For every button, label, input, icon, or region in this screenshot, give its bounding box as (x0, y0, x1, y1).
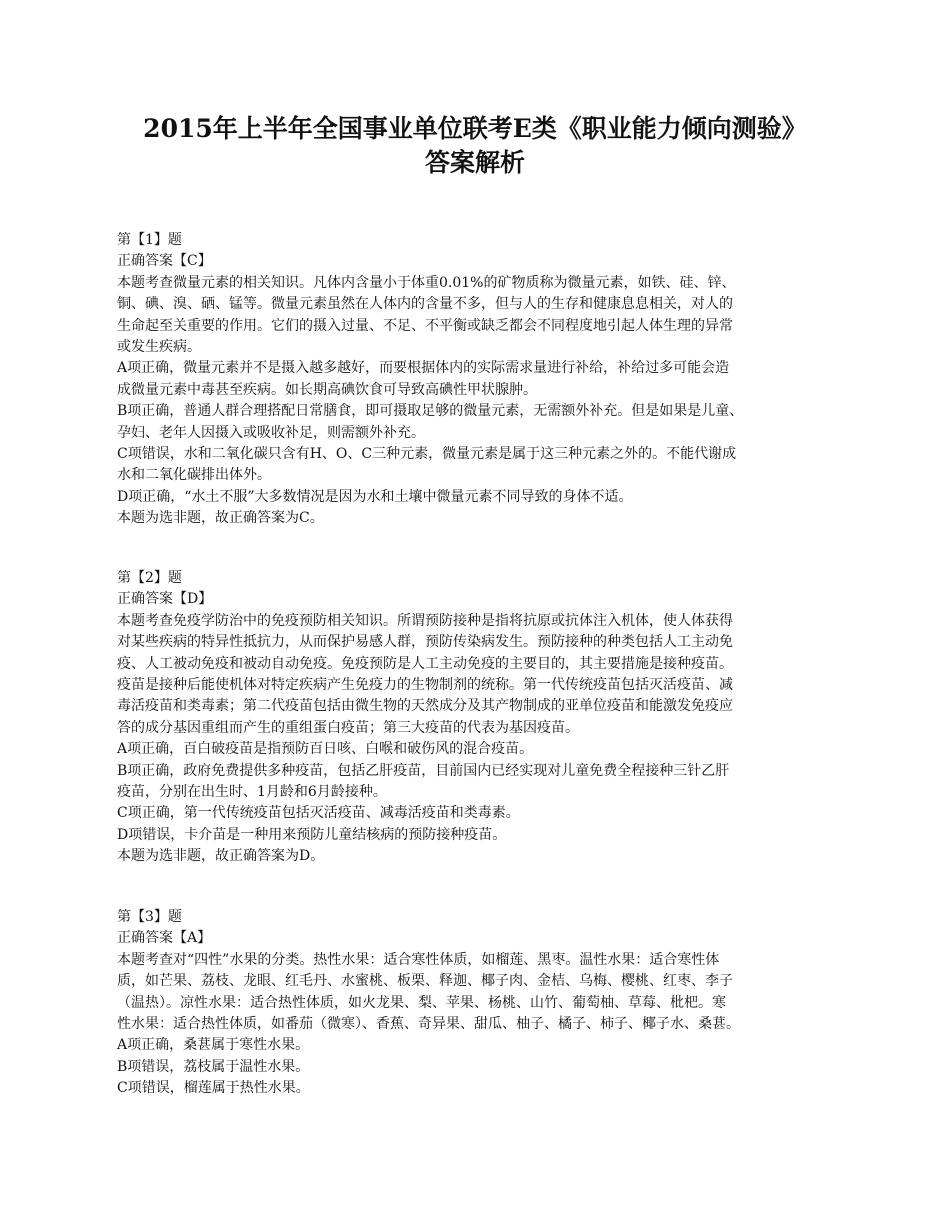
explanation-line: 答的成分基因重组而产生的重组蛋白疫苗；第三大疫苗的代表为基因疫苗。 (117, 719, 579, 736)
explanation-line: D项正确，“水土不服”大多数情况是因为水和土壤中微量元素不同导致的身体不适。 (117, 488, 633, 505)
explanation-line: 孕妇、老年人因摄入或吸收补足，则需额外补充。 (117, 424, 425, 441)
page-title (60, 112, 890, 180)
title-line-2: 答案解析 (424, 148, 525, 177)
explanation-line: C项错误，榴莲属于热性水果。 (117, 1080, 310, 1097)
explanation-line: B项正确，普通人群合理搭配日常膳食，即可摄取足够的微量元素，无需额外补充。但是如果是儿童、 (117, 403, 744, 420)
explanation-line: 本题为选非题，故正确答案为C。 (117, 510, 324, 527)
explanation-line: （温热）。凉性水果：适合热性体质，如火龙果、梨、苹果、杨桃、山竹、葡萄柚、草莓、枇杷。寒 (117, 994, 726, 1011)
explanation-line: 水和二氧化碳排出体外。 (117, 467, 271, 484)
question-heading: 第【2】题 (117, 570, 182, 586)
explanation-line: 成微量元素中毒甚至疾病。如长期高碘饮食可导致高碘性甲状腺肿。 (117, 381, 537, 398)
explanation-line: 或发生疾病。 (117, 339, 201, 356)
question-heading: 第【1】题 (117, 232, 182, 248)
explanation-line: 疫、人工被动免疫和被动自动免疫。免疫预防是人工主动免疫的主要目的，其主要措施是接种疫苗。 (117, 655, 733, 672)
explanation-line: 性水果：适合热性体质，如番茄（微寒）、香蕉、奇异果、甜瓜、柚子、橘子、柿子、椰子水、桑葚。 (117, 1016, 740, 1033)
explanation-line: D项错误，卡介苗是一种用来预防儿童结核病的预防接种疫苗。 (117, 826, 507, 843)
explanation-line: C项错误，水和二氧化碳只含有H、O、C三种元素，微量元素是属于这三种元素之外的。不能代谢成 (117, 446, 737, 463)
explanation-line: A项正确，百白破疫苗是指预防百日咳、白喉和破伤风的混合疫苗。 (117, 741, 534, 758)
question-2-block (117, 568, 847, 868)
explanation-line: 生命起至关重要的作用。它们的摄入过量、不足、不平衡或缺乏都会不同程度地引起人体生理的异常 (117, 317, 733, 334)
title-line-1: 2015年上半年全国事业单位联考E类《职业能力倾向测验》 (143, 114, 807, 143)
question-heading: 第【3】题 (117, 909, 182, 925)
correct-answer: 正确答案【C】 (117, 253, 212, 270)
explanation-line: B项正确，政府免费提供多种疫苗，包括乙肝疫苗，目前国内已经实现对儿童免费全程接种三针乙肝 (117, 762, 730, 779)
explanation-line: 疫苗是接种后能使机体对特定疾病产生免疫力的生物制剂的统称。第一代传统疫苗包括灭活疫苗、减 (117, 677, 733, 694)
explanation-line: 本题考查微量元素的相关知识。凡体内含量小于体重0.01%的矿物质称为微量元素，如铁、硅、锌、 (117, 274, 736, 291)
explanation-line: A项正确，桑葚属于寒性水果。 (117, 1037, 310, 1054)
correct-answer: 正确答案【D】 (117, 591, 213, 608)
correct-answer: 正确答案【A】 (117, 930, 212, 947)
explanation-line: 疫苗，分别在出生时、1月龄和6月龄接种。 (117, 784, 387, 801)
question-1-block (117, 230, 847, 530)
explanation-line: 本题考查免疫学防治中的免疫预防相关知识。所谓预防接种是指将抗原或抗体注入机体，使人体获得 (117, 612, 733, 629)
explanation-line: 质，如芒果、荔枝、龙眼、红毛丹、水蜜桃、板栗、释迦、椰子肉、金桔、乌梅、樱桃、红枣、李子 (117, 973, 733, 990)
explanation-line: 对某些疾病的特异性抵抗力，从而保护易感人群，预防传染病发生。预防接种的种类包括人工主动免 (117, 634, 733, 651)
explanation-line: 本题为选非题，故正确答案为D。 (117, 848, 325, 865)
explanation-line: 本题考查对“四性”水果的分类。热性水果：适合寒性体质，如榴莲、黑枣。温性水果：适合寒性体 (117, 951, 720, 968)
question-3-block (117, 907, 847, 1100)
explanation-line: A项正确，微量元素并不是摄入越多越好，而要根据体内的实际需求量进行补给，补给过多可能会造 (117, 360, 730, 377)
explanation-line: C项正确，第一代传统疫苗包括灭活疫苗、减毒活疫苗和类毒素。 (117, 805, 520, 822)
explanation-line: 铜、碘、溴、硒、锰等。微量元素虽然在人体内的含量不多，但与人的生存和健康息息相关，对人的 (117, 296, 733, 313)
explanation-line: 毒活疫苗和类毒素；第二代疫苗包括由微生物的天然成分及其产物制成的亚单位疫苗和能激发免疫应 (117, 698, 733, 715)
explanation-line: B项错误，荔枝属于温性水果。 (117, 1058, 310, 1075)
